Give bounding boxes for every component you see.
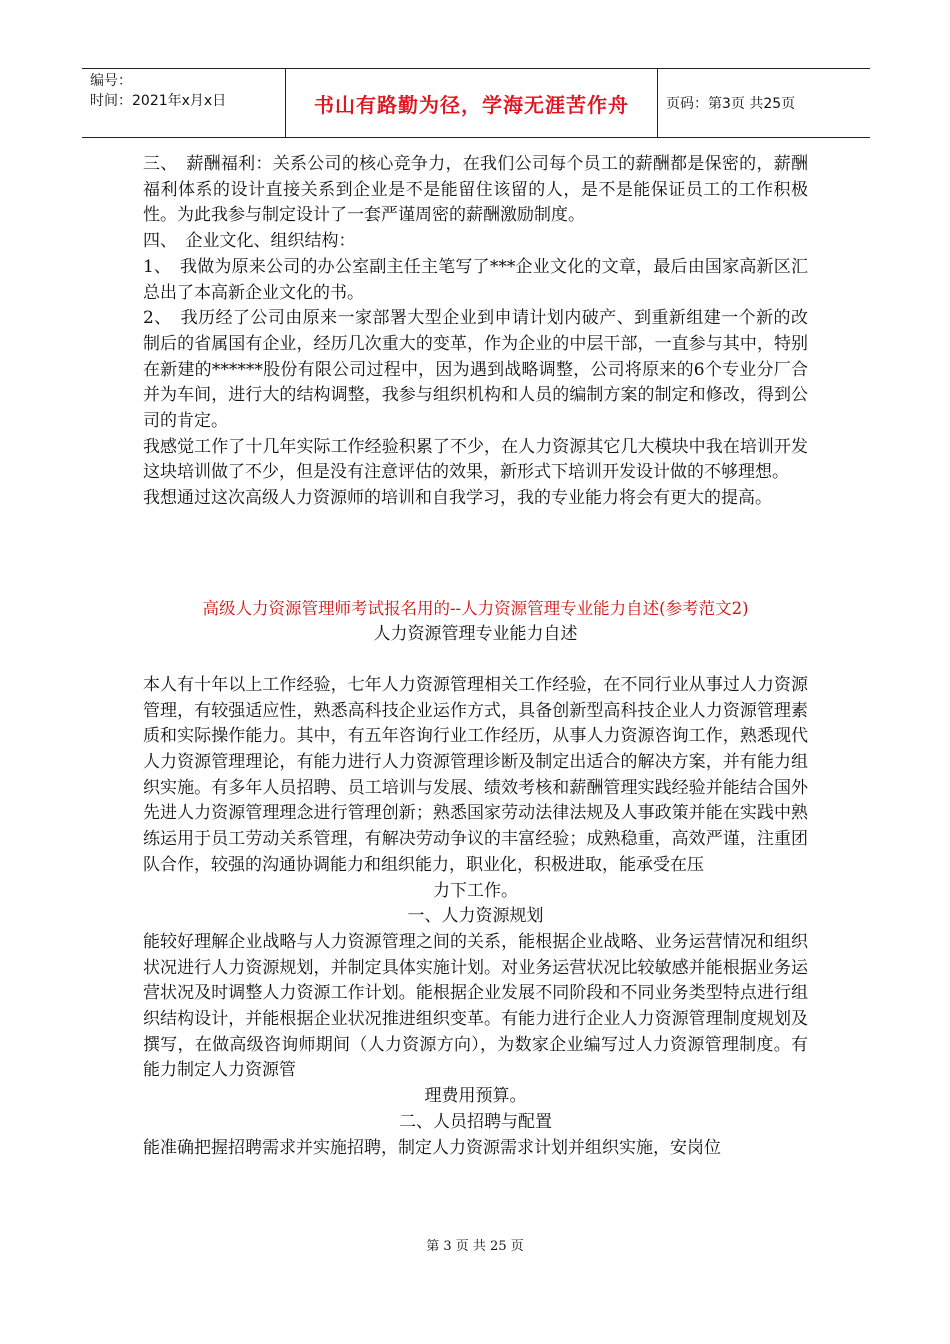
- spacer: [143, 512, 808, 596]
- paragraph-goal: 我想通过这次高级人力资源师的培训和自我学习，我的专业能力将会有更大的提高。: [143, 488, 772, 509]
- footer-page-number: 第 3 页 共 25 页: [426, 1239, 524, 1254]
- planning-paragraph: 能较好理解企业战略与人力资源管理之间的关系，能根据企业战略、业务运营情况和组织状况进行人力资源规划，并制定具体实施计划。对业务运营状况比较敏感并能根据业务运营状况及时调整人力资源工作计划。能根据企业发展不同阶段和不同业务类型特点进行组织结构设计，并能根据企业状况推进组织变革。有能力进行企业人力资源管理制度规划及撰写，在做高级咨询师期间（人力资源方向），为数家企业编写过人力资源管理制度。有能力制定人力资源管: [143, 931, 808, 1081]
- section-heading-recruitment: 二、人员招聘与配置: [399, 1111, 552, 1132]
- planning-paragraph-end: 理费用预算。: [424, 1086, 527, 1107]
- header-motto-cell: [285, 69, 658, 137]
- paragraph-culture-heading: 四、 企业文化、组织结构：: [143, 231, 356, 252]
- blank-line: [143, 647, 808, 673]
- doc-number-label: 编号：: [90, 73, 132, 89]
- paragraph-reflection: 我感觉工作了十几年实际工作经验积累了不少，在人力资源其它几大模块中我在培训开发这块培训做了不少，但是没有注意评估的效果，新形式下培训开发设计做的不够理想。: [143, 436, 808, 483]
- recruitment-paragraph: 能准确把握招聘需求并实施招聘，制定人力资源需求计划并组织实施，安岗位: [143, 1137, 721, 1158]
- page-header: [82, 68, 870, 138]
- page-footer: [0, 1235, 950, 1254]
- section-heading-planning: 一、人力资源规划: [407, 906, 544, 927]
- time-label: 时间：2021年x月x日: [90, 93, 227, 109]
- intro-paragraph: 本人有十年以上工作经验，七年人力资源管理相关工作经验，在不同行业从事过人力资源管理，有较强适应性，熟悉高科技企业运作方式，具备创新型高科技企业人力资源管理素质和实际操作能力。其中，有五年咨询行业工作经历，从事人力资源咨询工作，熟悉现代人力资源管理理论，有能力进行人力资源管理诊断及制定出适合的解决方案，并有能力组织实施。有多年人员招聘、员工培训与发展、绩效考核和薪酬管理实践经验并能结合国外先进人力资源管理理念进行管理创新；熟悉国家劳动法律法规及人事政策并能在实践中熟练运用于员工劳动关系管理，有解决劳动争议的丰富经验；成熟稳重，高效严谨，注重团队合作，较强的沟通协调能力和组织能力，职业化，积极进取，能承受在压: [143, 674, 808, 875]
- header-meta: [82, 69, 285, 137]
- essay-subtitle: 人力资源管理专业能力自述: [373, 623, 578, 644]
- paragraph-culture-2: 2、 我历经了公司由原来一家部署大型企业到申请计划内破产、到重新组建一个新的改制后的省属国有企业，经历几次重大的变革，作为企业的中层干部，一直参与其中，特别在新建的******股份有限公司过程中，因为遇到战略调整，公司将原来的6个专业分厂合并为车间，进行大的结构调整，我参与组织机构和人员的编制方案的制定和修改，得到公司的肯定。: [143, 308, 808, 432]
- paragraph-salary: 三、 薪酬福利：关系公司的核心竞争力，在我们公司每个员工的薪酬都是保密的，薪酬福利体系的设计直接关系到企业是不是能留住该留的人，是不是能保证员工的工作积极性。为此我参与制定设计了一套严谨周密的薪酬激励制度。: [143, 154, 808, 226]
- header-page-info-cell: [658, 69, 870, 137]
- paragraph-culture-1: 1、 我做为原来公司的办公室副主任主笔写了***企业文化的文章，最后由国家高新区汇总出了本高新企业文化的书。: [143, 256, 808, 303]
- sample-essay-title: 高级人力资源管理师考试报名用的--人力资源管理专业能力自述(参考范文2): [202, 598, 749, 618]
- header-motto: 书山有路勤为径，学海无涯苦作舟: [314, 92, 629, 117]
- header-page-info: 页码：第3页 共25页: [666, 96, 796, 112]
- document-body: [143, 152, 808, 1161]
- intro-paragraph-end: 力下工作。: [433, 880, 518, 901]
